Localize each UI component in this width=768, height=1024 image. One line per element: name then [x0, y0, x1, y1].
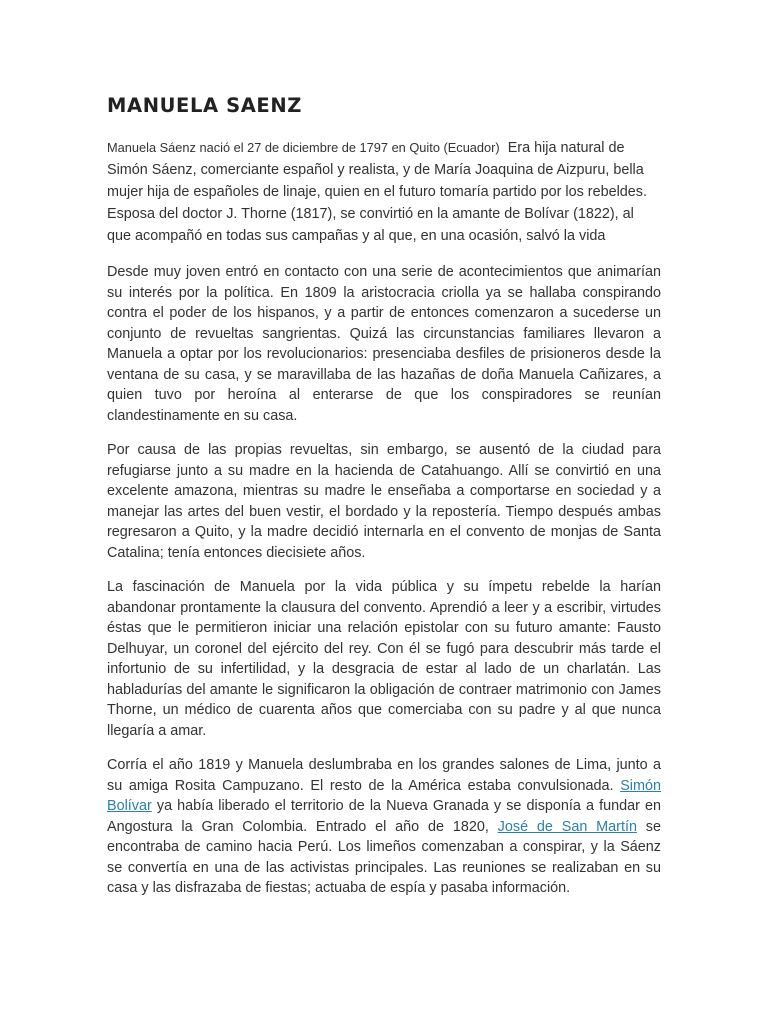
paragraph-5-part-3: se encontraba de camino hacia Perú. Los limeños comenzaban a conspirar, y la Sáenz se convertía en una de las activistas principales. Las reuniones se realizaban en su casa y las disfrazaba de fiestas; actuaba de espía y pasaba información. — [107, 818, 661, 896]
paragraph-5-part-1: Corría el año 1819 y Manuela deslumbraba en los grandes salones de Lima, junto a su amiga Rosita Campuzano. El resto de la América estaba convulsionada. — [107, 757, 661, 794]
jose-de-san-martin-link[interactable]: José de San Martín — [497, 818, 637, 835]
paragraph-5-part-2: ya había liberado el territorio de la Nueva Granada y se disponía a fundar en Angostura la Gran Colombia. Entrado el año de 1820, — [107, 798, 661, 835]
intro-lead: Manuela Sáenz nació el 27 de diciembre de 1797 en Quito (Ecuador) — [107, 140, 500, 155]
article-body — [107, 90, 661, 913]
simon-bolivar-link[interactable]: Simón Bolívar — [107, 777, 661, 814]
article-title: MANUELA SAENZ — [107, 94, 302, 117]
paragraph-2: Desde muy joven entró en contacto con una serie de acontecimientos que animarían su interés por la política. En 1809 la aristocracia criolla ya se hallaba conspirando contra el poder de los hispanos, y a partir de entonces comenzaron a sucederse un conjunto de revueltas sangrientas. Quizá las circunstancias familiares llevaron a Manuela a optar por los revolucionarios: presenciaba desfiles de prisioneros desde la ventana de su casa, y se maravillaba de las hazañas de doña Manuela Cañizares, a quien tuvo por heroína al enterarse de que los conspiradores se reunían clandestinamente en su casa. — [107, 264, 661, 424]
intro-text: Era hija natural de Simón Sáenz, comerciante español y realista, y de María Joaquina de Aizpuru, bella mujer hija de españoles de linaje, quien en el futuro tomaría partido por los rebeldes. Esposa del doctor J. Thorne (1817), se convirtió en la amante de Bolívar (1822), al que acompañó en todas sus campañas y al que, en una ocasión, salvó la vida — [107, 140, 647, 244]
paragraph-4: La fascinación de Manuela por la vida pública y su ímpetu rebelde la harían abandonar prontamente la clausura del convento. Aprendió a leer y a escribir, virtudes éstas que le permitieron iniciar una relación epistolar con su futuro amante: Fausto Delhuyar, un coronel del ejército del rey. Con él se fugó para descubrir más tarde el infortunio de su infertilidad, y la desgracia de estar al lado de un charlatán. Las habladurías del amante le significaron la obligación de contraer matrimonio con James Thorne, un médico de cuarenta años que comerciaba con su padre y al que nunca llegaría a amar. — [107, 579, 661, 739]
paragraph-5 — [107, 755, 661, 899]
paragraph-3: Por causa de las propias revueltas, sin embargo, se ausentó de la ciudad para refugiarse junto a su madre en la hacienda de Catahuango. Allí se convirtió en una excelente amazona, mientras su madre le enseñaba a comportarse en sociedad y a manejar las artes del buen vestir, el bordado y la repostería. Tiempo después ambas regresaron a Quito, y la madre decidió internarla en el convento de monjas de Santa Catalina; tenía entonces diecisiete años. — [107, 442, 661, 561]
paragraph-intro — [107, 137, 661, 247]
